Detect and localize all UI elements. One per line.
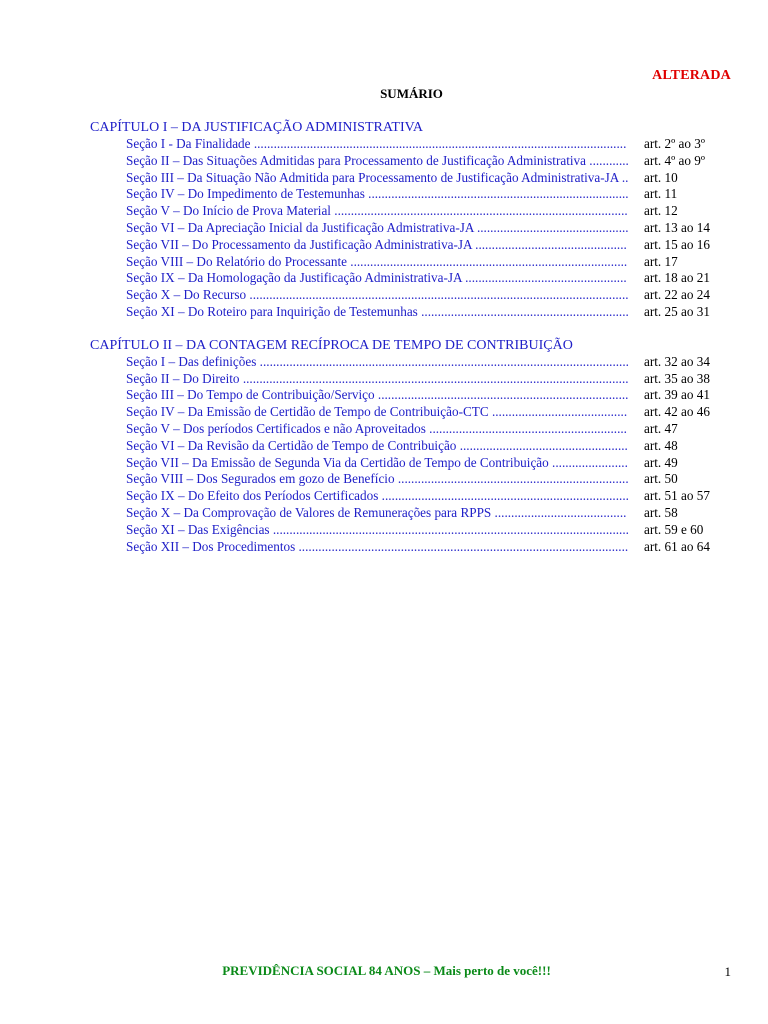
toc-entry[interactable] [90, 237, 730, 254]
toc-entry-label: Seção VIII – Do Relatório do Processante [126, 253, 347, 269]
toc-entry-article: art. 42 ao 46 [644, 404, 710, 420]
toc-entry[interactable] [90, 203, 730, 220]
toc-entry-label: Seção XI – Do Roteiro para Inquirição de Testemunhas [126, 303, 418, 319]
toc-entry-title[interactable] [126, 354, 629, 371]
toc-entry-article: art. 10 [644, 169, 678, 185]
dot-leader: ................................................. [461, 270, 627, 286]
dot-leader: ................................................................................................................. [250, 136, 627, 151]
chapter-spacer [90, 321, 730, 337]
dot-leader: ............................................................................... [364, 186, 629, 202]
toc-entry-article: art. 17 [644, 253, 678, 269]
status-stamp: ALTERADA [652, 68, 731, 83]
toc-entry-title[interactable] [126, 220, 629, 237]
toc-entry-label: Seção IV – Do Impedimento de Testemunhas [126, 186, 365, 202]
toc-entry-label: Seção X – Do Recurso [126, 287, 247, 303]
toc-entry-label: Seção V – Do Início de Prova Material [126, 203, 331, 219]
toc-entry-title[interactable] [126, 438, 629, 455]
toc-entry-title[interactable] [126, 254, 629, 271]
toc-entry-article: art. 4º ao 9º [644, 152, 705, 168]
dot-leader: ........................................ [491, 504, 627, 520]
dot-leader: .................................................................................... [346, 253, 628, 269]
toc-entry[interactable] [90, 421, 730, 438]
toc-entry[interactable] [90, 136, 730, 153]
toc-entry[interactable] [90, 371, 730, 388]
toc-entry[interactable] [90, 287, 730, 304]
toc-entry-label: Seção XII – Dos Procedimentos [126, 538, 296, 554]
footer-slogan: PREVIDÊNCIA SOCIAL 84 ANOS – Mais perto de você!!! [222, 963, 551, 978]
page-number: 1 [724, 964, 731, 979]
toc-entry-label: Seção II – Das Situações Admitidas para Processamento de Justificação Administrativa [126, 152, 586, 168]
toc-entry[interactable] [90, 220, 730, 237]
toc-entry-title[interactable] [126, 471, 629, 488]
toc-entry[interactable] [90, 539, 730, 556]
toc-entry-label: Seção I – Das definições [126, 353, 257, 369]
toc-entry-title[interactable] [126, 404, 629, 421]
toc-entry-label: Seção X – Da Comprovação de Valores de Remunerações para RPPS [126, 504, 492, 520]
toc-entry-label: Seção VIII – Dos Segurados em gozo de Benefício [126, 471, 395, 487]
toc-entry-article: art. 32 ao 34 [644, 353, 710, 369]
toc-entry-article: art. 18 ao 21 [644, 270, 710, 286]
dot-leader: ...................................................................... [394, 471, 629, 487]
toc-entry[interactable] [90, 270, 730, 287]
toc-entry-article: art. 47 [644, 420, 678, 436]
toc-entry-article: art. 11 [644, 186, 678, 202]
toc-entry-label: Seção VII – Do Processamento da Justificação Administrativa-JA [126, 236, 472, 252]
dot-leader: ..................................................................................................................... [239, 370, 629, 386]
dot-leader: .............................................. [471, 236, 627, 252]
toc-entry-article: art. 48 [644, 437, 678, 453]
toc-entry-article: art. 15 ao 16 [644, 236, 710, 252]
dot-leader: .. [618, 169, 629, 185]
chapter-sections [90, 136, 730, 321]
toc-entry-label: Seção IV – Da Emissão de Certidão de Tempo de Contribuição-CTC [126, 404, 489, 420]
chapter-heading[interactable]: CAPÍTULO II – DA CONTAGEM RECÍPROCA DE TEMPO DE CONTRIBUIÇÃO [90, 337, 573, 353]
toc-entry-article: art. 13 ao 14 [644, 219, 710, 235]
toc-entry[interactable] [90, 455, 730, 472]
toc-entry-title[interactable] [126, 539, 629, 556]
toc-entry[interactable] [90, 387, 730, 404]
dot-leader: ................................................................................................................ [256, 353, 629, 369]
toc-entry-title[interactable] [126, 170, 629, 187]
toc-entry-label: Seção V – Dos períodos Certificados e não Aproveitados [126, 420, 426, 436]
toc-entry[interactable] [90, 170, 730, 187]
chapter-heading[interactable]: CAPÍTULO I – DA JUSTIFICAÇÃO ADMINISTRATIVA [90, 120, 424, 135]
toc-entry-article: art. 49 [644, 454, 678, 470]
toc-entry-title[interactable] [126, 203, 629, 220]
toc-entry[interactable] [90, 254, 730, 271]
toc-entry-title[interactable] [126, 387, 629, 404]
toc-entry[interactable] [90, 471, 730, 488]
toc-entry-label: Seção XI – Das Exigências [126, 521, 270, 537]
dot-leader: ................................................... [456, 437, 628, 453]
toc-entry-title[interactable] [126, 136, 629, 153]
toc-entry-title[interactable] [126, 455, 629, 472]
toc-entry-title[interactable] [126, 522, 629, 539]
toc-entry-title[interactable] [126, 270, 629, 287]
toc-entry-label: Seção VI – Da Revisão da Certidão de Tempo de Contribuição [126, 437, 457, 453]
toc-entry-article: art. 59 e 60 [644, 521, 704, 537]
toc-entry-article: art. 50 [644, 471, 678, 487]
toc-entry-title[interactable] [126, 488, 629, 505]
dot-leader: ............................................................................................................ [269, 521, 629, 537]
chapter-sections [90, 354, 730, 556]
table-of-contents [90, 119, 730, 555]
toc-entry[interactable] [90, 186, 730, 203]
toc-entry-article: art. 12 [644, 203, 678, 219]
toc-entry-title[interactable] [126, 153, 629, 170]
toc-entry[interactable] [90, 522, 730, 539]
toc-entry-label: Seção I - Da Finalidade [126, 136, 251, 151]
toc-entry-title[interactable] [126, 371, 629, 388]
page-title: SUMÁRIO [380, 86, 443, 101]
toc-entry-label: Seção VII – Da Emissão de Segunda Via da Certidão de Tempo de Contribuição [126, 454, 549, 470]
toc-entry[interactable] [90, 505, 730, 522]
toc-entry-label: Seção VI – Da Apreciação Inicial da Justificação Admistrativa-JA [126, 219, 474, 235]
toc-entry-title[interactable] [126, 304, 629, 321]
toc-entry-article: art. 61 ao 64 [644, 538, 710, 554]
toc-entry-article: art. 22 ao 24 [644, 287, 710, 303]
toc-entry-label: Seção II – Do Direito [126, 370, 240, 386]
toc-entry-article: art. 58 [644, 504, 678, 520]
toc-entry-title[interactable] [126, 505, 629, 522]
dot-leader: ............................................................... [417, 303, 629, 319]
toc-entry-article: art. 25 ao 31 [644, 303, 710, 319]
dot-leader: ............................................................ [425, 420, 627, 436]
dot-leader: ....................... [548, 454, 628, 470]
toc-entry-article: art. 51 ao 57 [644, 488, 710, 504]
dot-leader: .............................................. [473, 219, 629, 235]
dot-leader: ................................................................................................................... [246, 287, 629, 303]
toc-entry-article: art. 39 ao 41 [644, 387, 710, 403]
toc-entry[interactable] [90, 304, 730, 321]
toc-entry-label: Seção IX – Da Homologação da Justificação Administrativa-JA [126, 270, 462, 286]
toc-entry-article: art. 2º ao 3º [644, 136, 705, 151]
toc-entry-title[interactable] [126, 287, 629, 304]
toc-entry-label: Seção IX – Do Efeito dos Períodos Certificados [126, 488, 379, 504]
dot-leader: ......................................................................................... [330, 203, 628, 219]
toc-entry-label: Seção III – Da Situação Não Admitida para Processamento de Justificação Administrativa-JA [126, 169, 619, 185]
toc-entry-label: Seção III – Do Tempo de Contribuição/Serviço [126, 387, 375, 403]
dot-leader: .................................................................................................... [295, 538, 629, 554]
toc-entry[interactable] [90, 404, 730, 421]
dot-leader: ............ [585, 152, 629, 168]
toc-entry-title[interactable] [126, 237, 629, 254]
toc-entry[interactable] [90, 488, 730, 505]
toc-entry[interactable] [90, 354, 730, 371]
dot-leader: ........................................................................... [378, 488, 629, 504]
toc-entry[interactable] [90, 438, 730, 455]
toc-entry[interactable] [90, 153, 730, 170]
dot-leader: ............................................................................ [374, 387, 629, 403]
dot-leader: ......................................... [488, 404, 628, 420]
toc-entry-title[interactable] [126, 421, 629, 438]
toc-entry-article: art. 35 ao 38 [644, 370, 710, 386]
toc-entry-title[interactable] [126, 186, 629, 203]
